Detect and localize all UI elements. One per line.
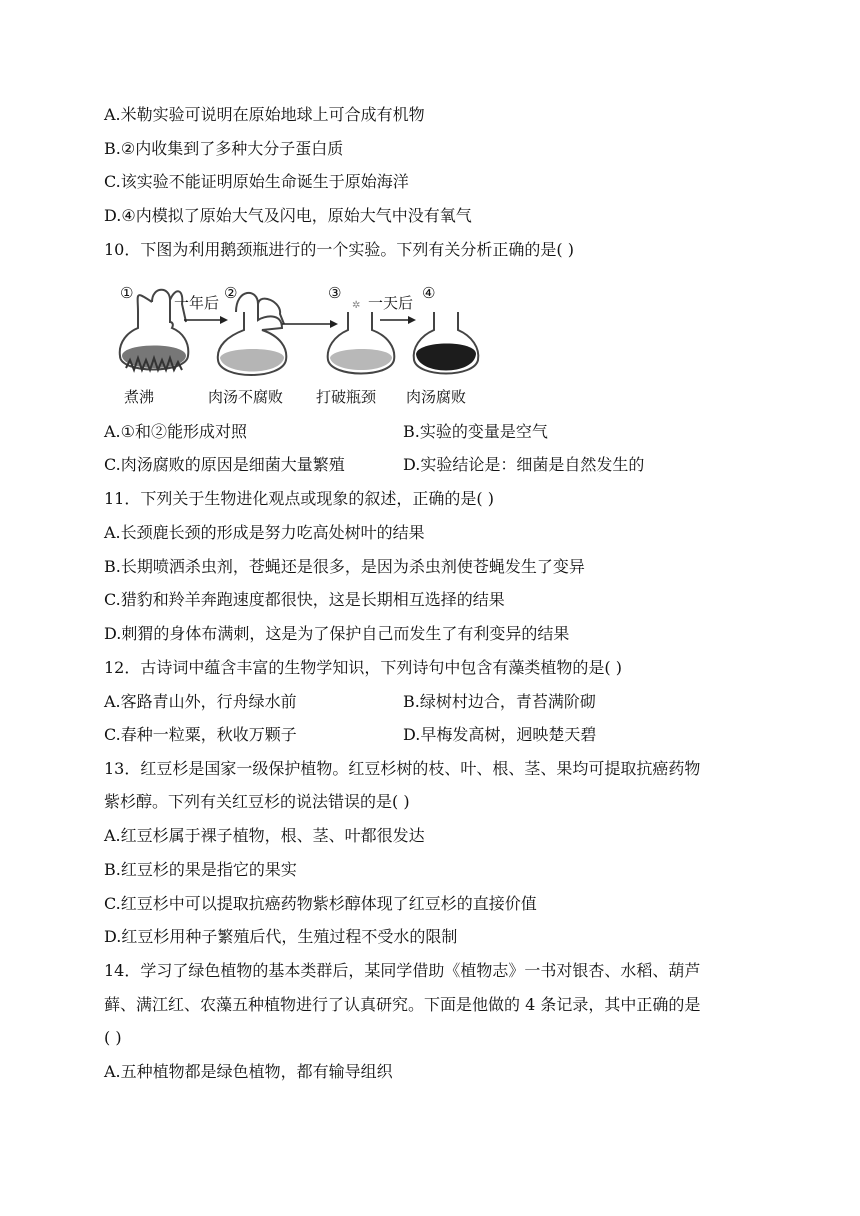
q9-option-b: B.②内收集到了多种大分子蛋白质 xyxy=(104,139,344,158)
q11-stem: 11．下列关于生物进化观点或现象的叙述，正确的是( ) xyxy=(104,489,494,508)
q12-stem: 12．古诗词中蕴含丰富的生物学知识，下列诗句中包含有藻类植物的是( ) xyxy=(104,658,622,677)
q11-option-d: D.刺猬的身体布满刺，这是为了保护自己而发生了有利变异的结果 xyxy=(104,624,570,643)
q10-option-d: D.实验结论是：细菌是自然发生的 xyxy=(403,455,645,474)
q13-option-d: D.红豆杉用种子繁殖后代，生殖过程不受水的限制 xyxy=(104,927,458,946)
q11-option-b: B.长期喷洒杀虫剂，苍蝇还是很多，是因为杀虫剂使苍蝇发生了变异 xyxy=(104,557,585,576)
q11-option-a: A.长颈鹿长颈的形成是努力吃高处树叶的结果 xyxy=(104,523,425,542)
caption-spoiled: 肉汤腐败 xyxy=(406,388,467,406)
marker-2: ② xyxy=(224,284,238,302)
q12-option-b: B.绿树村边合，青苔满阶砌 xyxy=(403,692,596,711)
caption-boil: 煮沸 xyxy=(124,388,155,406)
q14-option-a: A.五种植物都是绿色植物，都有输导组织 xyxy=(104,1062,393,1081)
q9-option-a: A.米勒实验可说明在原始地球上可合成有机物 xyxy=(104,105,425,124)
q12-option-a: A.客路青山外，行舟绿水前 xyxy=(104,692,297,711)
flask-2-icon xyxy=(218,293,287,375)
arrow-label-one-year: 一年后 xyxy=(174,294,220,312)
q11-option-c: C.猎豹和羚羊奔跑速度都很快，这是长期相互选择的结果 xyxy=(104,590,505,609)
q10-stem: 10．下图为利用鹅颈瓶进行的一个实验。下列有关分析正确的是( ) xyxy=(104,240,574,259)
q12-option-d: D.早梅发高树，迥映楚天碧 xyxy=(403,725,597,744)
svg-text:✲: ✲ xyxy=(352,300,361,311)
q10-option-c: C.肉汤腐败的原因是细菌大量繁殖 xyxy=(104,455,345,474)
caption-break-neck: 打破瓶颈 xyxy=(316,388,377,406)
q14-stem-line3: ( ) xyxy=(104,1028,122,1047)
q13-option-a: A.红豆杉属于裸子植物，根、茎、叶都很发达 xyxy=(104,826,425,845)
marker-1: ① xyxy=(120,284,134,302)
q10-option-a: A.①和②能形成对照 xyxy=(104,422,247,441)
q13-option-c: C.红豆杉中可以提取抗癌药物紫杉醇体现了红豆杉的直接价值 xyxy=(104,894,537,913)
q13-stem-line1: 13．红豆杉是国家一级保护植物。红豆杉树的枝、叶、根、茎、果均可提取抗癌药物 xyxy=(104,759,701,778)
q9-option-d: D.④内模拟了原始大气及闪电，原始大气中没有氧气 xyxy=(104,206,472,225)
q14-stem-line1: 14．学习了绿色植物的基本类群后，某同学借助《植物志》一书对银杏、水稻、葫芦 xyxy=(104,961,701,980)
q13-option-b: B.红豆杉的果是指它的果实 xyxy=(104,860,297,879)
marker-3: ③ xyxy=(328,284,342,302)
q13-stem-line2: 紫杉醇。下列有关红豆杉的说法错误的是( ) xyxy=(104,792,410,811)
caption-not-spoiled: 肉汤不腐败 xyxy=(208,388,284,406)
swan-neck-flask-figure xyxy=(112,282,482,410)
marker-4: ④ xyxy=(422,284,436,302)
flask-4-icon xyxy=(414,312,479,374)
q14-stem-line2: 藓、满江红、农藻五种植物进行了认真研究。下面是他做的 4 条记录，其中正确的是 xyxy=(104,995,701,1014)
q10-option-b: B.实验的变量是空气 xyxy=(403,422,548,441)
q12-option-c: C.春种一粒粟，秋收万颗子 xyxy=(104,725,297,744)
arrow-label-one-day: 一天后 xyxy=(368,294,414,312)
q9-option-c: C.该实验不能证明原始生命诞生于原始海洋 xyxy=(104,172,409,191)
